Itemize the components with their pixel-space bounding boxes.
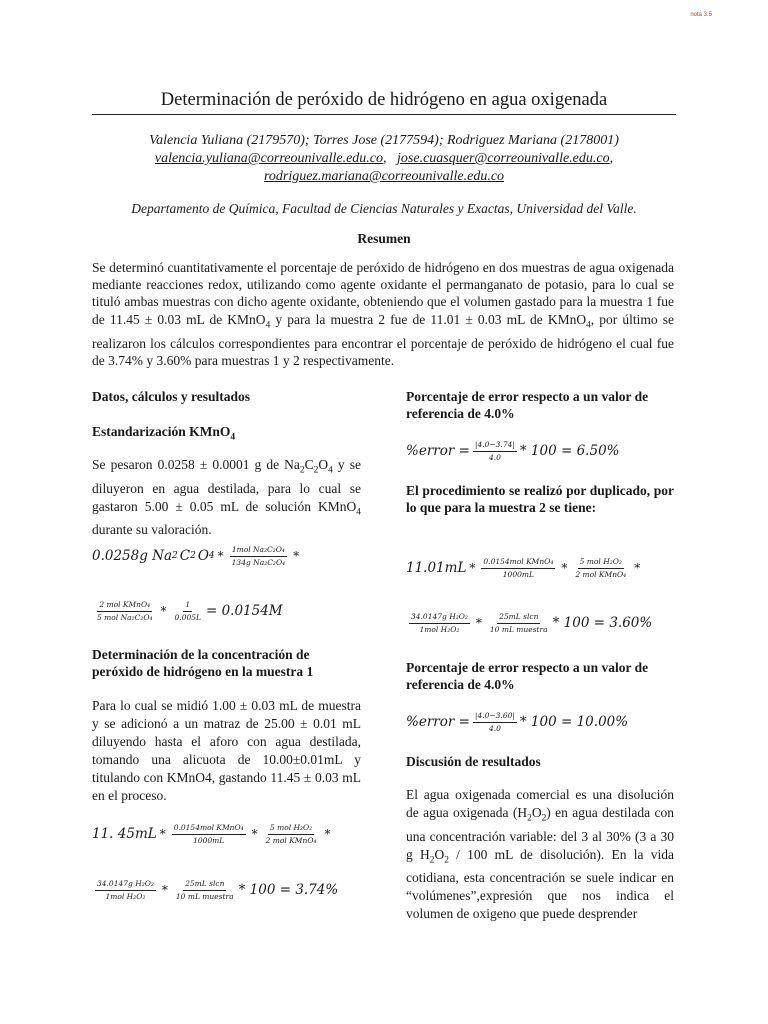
heading-determinacion-1: Determinación de la concentración de peróxido de hidrógeno en la muestra 1 (92, 647, 314, 679)
equation-8: %error = $\frac{|4.0-3.60|}{4.0}$ * 100 = 10.00% (406, 710, 629, 733)
authors-block (92, 132, 676, 186)
abstract-text: Se determinó cuantitativamente el porcentaje de peróxido de hidrógeno en dos muestras de agua oxigenada mediante reacciones redox, utilizando como agente oxidante el permanganato de potasio, para lo cual se tituló ambas muestras con dicho agente oxidante, obteniendo que el volumen gastado para la muestra 1 fue de 11.45 ± 0.03 mL de KMnO$_4$ y para la muestra 2 fue de 11.01 ± 0.03 mL de KMnO$_4$, por último se realizaron los cálculos correspondientes para encontrar el porcentaje de peróxido de hidrógeno el cual fue de 3.74% y 3.60% para muestras 1 y 2 respectivamente. (92, 260, 675, 368)
equation-1: 0.0258g Na 2 C 2 O 4 * 1mol Na₂C₂O₄ 134g Na₂C₂O₄ * (92, 544, 300, 567)
equation-6: 11.01mL * 0.0154mol KMnO₄ 1000mL * 5 mol H₂O₂ 2 mol KMnO₄ * (406, 556, 641, 579)
heading-estandarizacion: Estandarización KMnO$_4$ (92, 424, 236, 443)
paragraph-determinacion-1: Para lo cual se midió 1.00 ± 0.03 mL de muestra y se adicionó a un matraz de 25.00 ± 0.01 mL diluyendo hasta el aforo con agua destilada, tomando una alicuota de 10.00±0.01mL y titulando con KMnO4, gastando 11.45 ± 0.03 mL en el proceso. (92, 698, 361, 803)
paragraph-discusion: El agua oxigenada comercial es una disolución de agua oxigenada $(H_2O_2)$ en agua destilada con una concentración variable: del 3 al 30% (3 a 30 g $H_2O_2 / 100$ mL de disolución). En la vida cotidiana, esta concentración se suele indicar en “volúmenes”,expresión que nos indica el volumen de oxigeno que puede desprender (406, 787, 674, 922)
department: Departamento de Química, Facultad de Ciencias Naturales y Exactas, Universidad del Valle. (131, 201, 637, 216)
author-emails-line2 (92, 168, 676, 186)
equation-3: 11. 45mL * 0.0154mol KMnO₄ 1000mL * 5 mol H₂O₂ 2 mol KMnO₄ * (92, 822, 331, 845)
grade-note: nota 3.5 (690, 12, 712, 18)
equation-2: 2 mol KMnO₄ 5 mol Na₂C₂O₄ * $\frac{1}{0.005L}$ = 0.0154M (97, 599, 283, 622)
author-emails-line1: valencia.yuliana@correounivalle.edu.co, jose.cuasquer@correounivalle.edu.co, (154, 151, 614, 166)
email-link[interactable]: rodriguez.mariana@correounivalle.edu.co (263, 169, 505, 184)
title-rule (92, 114, 676, 115)
heading-discusion: Discusión de resultados (406, 754, 541, 769)
equation-7: 34.0147g H₂O₂ 1mol H₂O₂ * 25mL slcn 10 mL muestra * 100 = 3.60% (411, 611, 653, 634)
equation-4: 34.0147g H₂O₂ 1mol H₂O₂ * 25mL slcn 10 mL muestra * 100 = 3.74% (97, 878, 339, 901)
abstract-heading: Resumen (357, 231, 411, 246)
heading-error-2: Porcentaje de error respecto a un valor de referencia de 4.0% (406, 660, 649, 692)
paper-title: Determinación de peróxido de hidrógeno en agua oxigenada (160, 90, 608, 110)
equation-5: %error = $\frac{|4.0-3.74|}{4.0}$ * 100 = 6.50% (406, 439, 620, 462)
heading-datos: Datos, cálculos y resultados (92, 389, 251, 404)
heading-duplicado: El procedimiento se realizó por duplicado, por lo que para la muestra 2 se tiene: (406, 483, 674, 515)
heading-error-1: Porcentaje de error respecto a un valor de referencia de 4.0% (406, 389, 649, 421)
email-link[interactable]: jose.cuasquer@correounivalle.edu.co (397, 151, 610, 166)
author-names: Valencia Yuliana (2179570); Torres Jose (2177594); Rodriguez Mariana (2178001) (149, 133, 619, 148)
email-link[interactable]: valencia.yuliana@correounivalle.edu.co (154, 151, 384, 166)
paragraph-estandarizacion: Se pesaron 0.0258 ± 0.0001 g de $Na_2C_2O_4$ y se diluyeron en agua destilada, para lo cual se gastaron 5.00 ± 0.05 mL de solución KMnO$_4$ durante su valoración. (92, 457, 361, 538)
